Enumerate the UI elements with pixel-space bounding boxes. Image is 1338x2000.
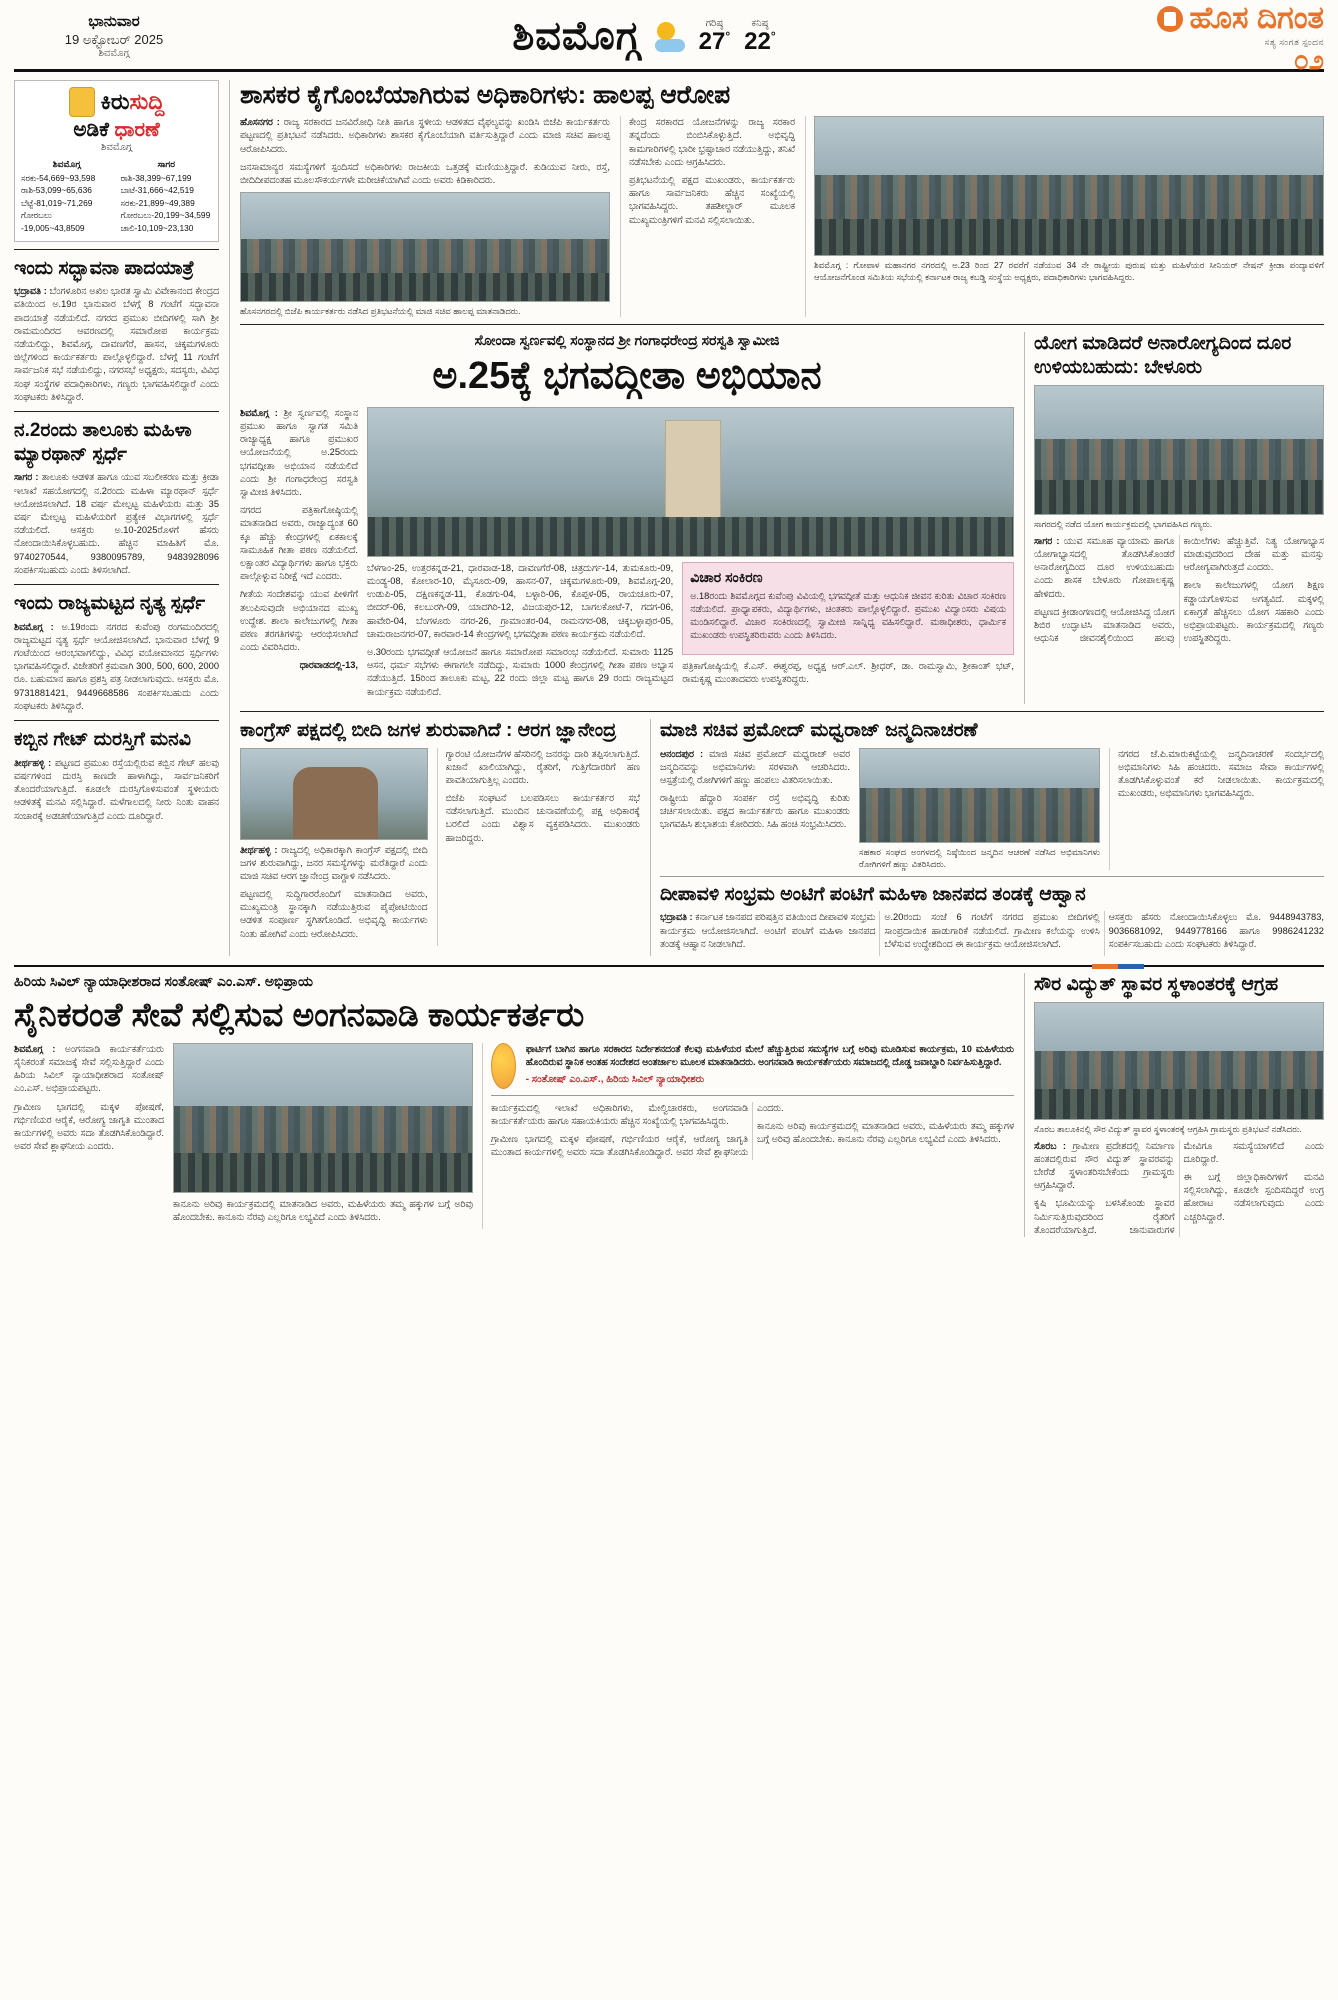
dateline: ಶಿವಮೊಗ್ಗ : — [240, 408, 284, 418]
article-headline: ಸೈನಿಕರಂತೆ ಸೇವೆ ಸಲ್ಲಿಸುವ ಅಂಗನವಾಡಿ ಕಾರ್ಯಕರ್ತರು — [14, 995, 585, 1033]
article-padayatra — [14, 257, 219, 404]
photo-caption: ಹೊಸನಗರದಲ್ಲಿ ಬಿಜೆಪಿ ಕಾರ್ಯಕರ್ತರು ನಡೆಸಿದ ಪ್ರತಿಭಟನೆಯಲ್ಲಿ ಮಾಜಿ ಸಚಿವ ಹಾಲಪ್ಪ ಮಾತನಾಡಿದರು. — [240, 306, 521, 317]
temp-max-value: 27 — [698, 27, 726, 55]
page-body — [14, 80, 1324, 956]
hand-icon — [69, 87, 95, 117]
dateline: ಸಾಗರ : — [14, 472, 42, 482]
article-body: ಆಸಕ್ತರು ಹೆಸರು ನೋಂದಾಯಿಸಿಕೊಳ್ಳಲು ಮೊ. 9448943783, 9036681092, 9449778166 ಹಾಗೂ 9986241232 ಸಂಪರ್ಕಿಸಬಹುದು ಎಂದು ಸಂಘಟಕರು ತಿಳಿಸಿದ್ದಾರೆ. — [1108, 912, 1324, 949]
main-content — [229, 80, 1324, 956]
article-pramod — [660, 719, 1324, 870]
article-body — [14, 1043, 164, 1096]
masthead-day: ಭಾನುವಾರ — [88, 12, 140, 30]
article-headline: ಕಬ್ಬಿನ ಗೇಟ್ ದುರಸ್ತಿಗೆ ಮನವಿ — [14, 729, 191, 751]
article-body — [660, 748, 850, 788]
photo-caption: ಸಹಕಾರ ಸಂಘದ ಅಂಗಳದಲ್ಲಿ ನಿಷ್ಠೆಯಿಂದ ಜನ್ಮದಿನ ಆಚರಣೆ ನಡೆಸಿದ ಅಭಿಮಾನಿಗಳು ರೋಗಿಗಳಿಗೆ ಹಣ್ಣು ವಿತರಿಸಿದರು. — [859, 846, 1100, 869]
article-text: ಬೆಂಗಳೂರಿನ ಅಖಿಲ ಭಾರತ ಸ್ವಾಮಿ ವಿವೇಕಾನಂದ ಕೇಂದ್ರದ ವತಿಯಿಂದ ಅ.19ರ ಭಾನುವಾರ ಬೆಳಗ್ಗೆ 8 ಗಂಟೆಗೆ ಸದ್ಭಾವನಾ ಪಾದಯಾತ್ರೆ ನಡೆಯಲಿದೆ. ನಗರದ ಪ್ರಮುಖ ಬೀದಿಗಳಲ್ಲಿ ಸಾಗಿ ಶ್ರೀ ರಾಮಮಂದಿರದ ಆವರಣದಲ್ಲಿ ಸಮಾರೋಪ ಕಾರ್ಯಕ್ರಮ ನಡೆಯಲಿದ್ದು, ಶಿವಮೊಗ್ಗ, ದಾವಣಗೆರೆ, ಹಾಸನ, ಚಿಕ್ಕಮಗಳೂರು ಜಿಲ್ಲೆಗಳಿಂದ ಕಾರ್ಯಕರ್ತರು ಪಾಲ್ಗೊಳ್ಳಲಿದ್ದಾರೆ. ಬೆಳಗ್ಗೆ 11 ಗಂಟೆಗೆ ಸಾರ್ವಜನಿಕ ಸಭೆ ನಡೆಯಲಿದ್ದು, ನಗರಸಭೆ ಅಧ್ಯಕ್ಷರು, ಸದಸ್ಯರು, ವಿವಿಧ ಸಂಘ ಸಂಸ್ಥೆಗಳ ಪದಾಧಿಕಾರಿಗಳು, ಗಣ್ಯರು ಭಾಗವಹಿಸಲಿದ್ದಾರೆ ಎಂದು ಸಂಘಟಕರು ತಿಳಿಸಿದ್ದಾರೆ. — [14, 286, 219, 402]
weather-temps — [699, 18, 776, 55]
temp-min-value: 22 — [744, 27, 771, 55]
article-body — [14, 621, 219, 713]
article-photo-kabaddi-meeting — [814, 116, 1324, 256]
article-text: ಗ್ರಾಮೀಣ ಪ್ರದೇಶದಲ್ಲಿ ನಿರ್ಮಾಣ ಹಂತದಲ್ಲಿರುವ ಸೌರ ವಿದ್ಯುತ್ ಸ್ಥಾವರವನ್ನು ಬೇರೆಡೆ ಸ್ಥಳಾಂತರಿಸಬೇಕೆಂದು ಗ್ರಾಮಸ್ಥರು ಆಗ್ರಹಿಸಿದ್ದಾರೆ. — [1034, 1140, 1175, 1191]
ad-rate-table — [21, 158, 212, 235]
article-body: ಪಟ್ಟಣದಲ್ಲಿ ಸುದ್ದಿಗಾರರೊಂದಿಗೆ ಮಾತನಾಡಿದ ಅವರು, ಮುಖ್ಯಮಂತ್ರಿ ಸ್ಥಾನಕ್ಕಾಗಿ ನಡೆಯುತ್ತಿರುವ ಪೈಪೋಟಿಯಿಂದ ಆಡಳಿತ ಸಂಪೂರ್ಣ ಸ್ಥಗಿತಗೊಂಡಿದೆ. ಅಭಿವೃದ್ಧಿ ಕಾರ್ಯಗಳು ನಿಂತು ಹೋಗಿವೆ ಎಂದು ಆರೋಪಿಸಿದರು. — [240, 889, 428, 939]
photo-caption: ಸೊರಬ ತಾಲೂಕಿನಲ್ಲಿ ಸೌರ ವಿದ್ಯುತ್ ಸ್ಥಾವರ ಸ್ಥಳಾಂತರಕ್ಕೆ ಆಗ್ರಹಿಸಿ ಗ್ರಾಮಸ್ಥರು ಪ್ರತಿಭಟನೆ ನಡೆಸಿದರು. — [1034, 1123, 1302, 1134]
dateline: ತೀರ್ಥಹಳ್ಳಿ : — [14, 758, 55, 768]
article-body — [240, 116, 610, 156]
article-solar — [1024, 973, 1324, 1237]
divider-orange-tick — [1092, 964, 1118, 969]
masthead-date: 19 ಅಕ್ಟೋಬರ್ 2025 — [64, 31, 164, 47]
article-photo-protest — [240, 192, 610, 302]
temp-min-label: ಕನಿಷ್ಠ — [751, 17, 769, 29]
page-number: ೦೨ — [1293, 45, 1324, 76]
dateline: ಸಾಗರ : — [1034, 536, 1064, 546]
ad-rate-col-shivamogga — [21, 158, 113, 235]
bottom-section — [14, 973, 1324, 1237]
brand-name: ಹೊಸ ದಿಗಂತ — [1189, 0, 1324, 36]
ad-logo — [21, 87, 212, 117]
ad-rate-item: ಬಾಟೆ-31,666~42,519 — [120, 185, 194, 196]
masthead-brand — [1074, 0, 1324, 76]
masthead — [14, 0, 1324, 76]
article-body — [660, 911, 875, 951]
ad-title-part1: ಕಿರು — [100, 89, 130, 114]
article-headline: ಇಂದು ಸದ್ಭಾವನಾ ಪಾದಯಾತ್ರೆ — [14, 257, 195, 279]
ad-rate-item: ರಾಶಿ-38,399~67,199 — [120, 172, 192, 183]
article-congress — [240, 719, 640, 956]
article-deepavali — [660, 883, 1324, 956]
temp-max-label: ಗರಿಷ್ಠ — [705, 17, 724, 29]
article-body: ಪ್ರತಿಭಟನೆಯಲ್ಲಿ ಪಕ್ಷದ ಮುಖಂಡರು, ಕಾರ್ಯಕರ್ತರು ಹಾಗೂ ಸಾರ್ವಜನಿಕರು ಹೆಚ್ಚಿನ ಸಂಖ್ಯೆಯಲ್ಲಿ ಭಾಗವಹಿಸಿದ್ದರು. ತಹಶೀಲ್ದಾರ್ ಮೂಲಕ ಮುಖ್ಯಮಂತ್ರಿಗಳಿಗೆ ಮನವಿ ಸಲ್ಲಿಸಲಾಯಿತು. — [629, 175, 795, 225]
ad-rate-item: ಗೋರಬಲು -19,005~43,8509 — [21, 210, 85, 233]
article-body: ರಾಷ್ಟ್ರೀಯ ಹೆದ್ದಾರಿ ಸಂಪರ್ಕ ರಸ್ತೆ ಅಭಿವೃದ್ಧಿ ಕುರಿತು ಚರ್ಚಿಸಲಾಯಿತು. ಪಕ್ಷದ ಕಾರ್ಯಕರ್ತರು ಹಾಗೂ ಮುಖಂಡರು ಭಾಗವಹಿಸಿ ಶುಭಾಶಯ ಕೋರಿದರು. ಸಿಹಿ ಹಂಚಿ ಸಂಭ್ರಮಿಸಿದರು. — [660, 793, 850, 830]
dateline: ತೀರ್ಥಹಳ್ಳಿ : — [240, 845, 281, 855]
article-text: ರಾಜ್ಯ ಸರಕಾರದ ಜನವಿರೋಧಿ ನೀತಿ ಹಾಗೂ ಸ್ಥಳೀಯ ಆಡಳಿತದ ವೈಫಲ್ಯವನ್ನು ಖಂಡಿಸಿ ಬಿಜೆಪಿ ಕಾರ್ಯಕರ್ತರು ಪಟ್ಟಣದಲ್ಲಿ ಪ್ರತಿಭಟನೆ ನಡೆಸಿದರು. ಅಧಿಕಾರಿಗಳು ಶಾಸಕರ ಕೈಗೊಂಬೆಯಾಗಿ ವರ್ತಿಸುತ್ತಿದ್ದಾರೆ ಎಂದು ಮಾಜಿ ಸಚಿವ ಹಾಲಪ್ಪ ಆರೋಪಿಸಿದರು. — [240, 117, 610, 154]
article-text: ತಾಲೂಕು ಆಡಳಿತ ಹಾಗೂ ಯುವ ಸಬಲೀಕರಣ ಮತ್ತು ಕ್ರೀಡಾ ಇಲಾಖೆ ಸಹಯೋಗದಲ್ಲಿ ನ.2ರಂದು ಮಹಿಳಾ ಮ್ಯಾರಥಾನ್ ಸ್ಪರ್ಧೆ ಆಯೋಜಿಸಲಾಗಿದೆ. 18 ವರ್ಷ ಮೇಲ್ಪಟ್ಟ ಮಹಿಳೆಯರು ಮತ್ತು 35 ವರ್ಷ ಮೇಲ್ಪಟ್ಟ ಮಹಿಳೆಯರಿಗೆ ಪ್ರತ್ಯೇಕ ವಿಭಾಗಗಳಲ್ಲಿ ಸ್ಪರ್ಧೆ ನಡೆಯಲಿದೆ. ಆಸಕ್ತರು ಅ.10-2025ರೊಳಗೆ ಹೆಸರು ನೋಂದಾಯಿಸಿಕೊಳ್ಳಬಹುದು. ಹೆಚ್ಚಿನ ಮಾಹಿತಿಗೆ ಮೊ. 9740270544, 9380095789, 9483928096 ಸಂಪರ್ಕಿಸಬಹುದು ಎಂದು ತಿಳಿಸಲಾಗಿದೆ. — [14, 472, 219, 575]
article-text: ಶ್ರೀ ಸ್ವರ್ಣವಲ್ಲಿ ಸಂಸ್ಥಾನ ಪ್ರಮುಖ ಹಾಗೂ ಸ್ವಾಗತ ಸಮಿತಿ ರಾಜ್ಯಾಧ್ಯಕ್ಷ ಹಾಗೂ ಪ್ರಮುಖರ ಆಯೋಜನೆಯಲ್ಲಿ ಅ.25ರಂದು ಭಗವದ್ಗೀತಾ ಅಭಿಯಾನ ನಡೆಯಲಿದೆ ಎಂದು ಶ್ರೀ ಗಂಗಾಧರೇಂದ್ರ ಸರಸ್ವತಿ ಸ್ವಾಮೀಜಿ ತಿಳಿಸಿದರು. — [240, 407, 358, 498]
article-body: ನಗರದ ಪತ್ರಿಕಾಗೋಷ್ಠಿಯಲ್ಲಿ ಮಾತನಾಡಿದ ಅವರು, ರಾಜ್ಯಾದ್ಯಂತ 60 ಕ್ಕೂ ಹೆಚ್ಚು ಕೇಂದ್ರಗಳಲ್ಲಿ ಏಕಕಾಲಕ್ಕೆ ಸಾಮೂಹಿಕ ಗೀತಾ ಪಠಣ ನಡೆಯಲಿದೆ. ಲಕ್ಷಾಂತರ ವಿದ್ಯಾರ್ಥಿಗಳು ಹಾಗೂ ಭಕ್ತರು ಪಾಲ್ಗೊಳ್ಳುವ ನಿರೀಕ್ಷೆ ಇದೆ ಎಂದರು. — [240, 505, 358, 582]
weather-icon — [653, 20, 687, 54]
article-body: ಕೃಷಿ ಭೂಮಿಯನ್ನು ಬಳಸಿಕೊಂಡು ಸ್ಥಾವರ ನಿರ್ಮಿಸುತ್ತಿರುವುದರಿಂದ ರೈತರಿಗೆ ತೊಂದರೆಯಾಗುತ್ತಿದೆ. ಜಾನುವಾರುಗಳ ಮೇವಿಗೂ ಸಮಸ್ಯೆಯಾಗಲಿದೆ ಎಂದು ದೂರಿದ್ದಾರೆ. — [1034, 1140, 1324, 1235]
ad-line3: ಶಿವಮೊಗ್ಗ — [100, 142, 133, 153]
article-kicker: ಹಿರಿಯ ಸಿವಿಲ್ ನ್ಯಾಯಾಧೀಶರಾದ ಸಂತೋಷ್ ಎಂ.ಎಸ್. ಅಭಿಪ್ರಾಯ — [14, 972, 313, 989]
article-photo-araga — [240, 748, 428, 840]
article-body: ನಗರದ ಜೆ.ಪಿ.ಮಾರುಕಟ್ಟೆಯಲ್ಲಿ ಜನ್ಮದಿನಾಚರಣೆ ಸಂದರ್ಭದಲ್ಲಿ ಅಭಿಮಾನಿಗಳು ಸಿಹಿ ಹಂಚಿದರು. ಸಮಾಜ ಸೇವಾ ಕಾರ್ಯಗಳಲ್ಲಿ ತೊಡಗಿಸಿಕೊಳ್ಳುವಂತೆ ಕರೆ ನೀಡಲಾಯಿತು. ಕಾರ್ಯಕ್ರಮದಲ್ಲಿ ಮುಖಂಡರು, ಅಭಿಮಾನಿಗಳು ಭಾಗವಹಿಸಿದ್ದರು. — [1118, 748, 1324, 799]
article-attendees: ಪತ್ರಿಕಾಗೋಷ್ಠಿಯಲ್ಲಿ ಕೆ.ಎಸ್. ಈಶ್ವರಪ್ಪ, ಅಧ್ಯಕ್ಷ ಆರ್.ಎಲ್. ಶ್ರೀಧರ್, ಡಾ. ರಾಮಸ್ವಾಮಿ, ಶ್ರೀಕಾಂತ್ ಭಟ್, ರಾಮಕೃಷ್ಣ ಮುಂತಾದವರು ಉಪಸ್ಥಿತರಿದ್ದರು. — [682, 660, 1014, 684]
article-body: ಈ ಬಗ್ಗೆ ಜಿಲ್ಲಾಧಿಕಾರಿಗಳಿಗೆ ಮನವಿ ಸಲ್ಲಿಸಲಾಗಿದ್ದು, ಕೂಡಲೇ ಸ್ಪಂದಿಸದಿದ್ದರೆ ಉಗ್ರ ಹೋರಾಟ ನಡೆಸಲಾಗುವುದು ಎಂದು ಎಚ್ಚರಿಸಿದ್ದಾರೆ. — [1183, 1172, 1324, 1222]
article-headline: ದೀಪಾವಳಿ ಸಂಭ್ರಮ ಅಂಟಿಗೆ ಪಂಟಿಗೆ ಮಹಿಳಾ ಜಾನಪದ ತಂಡಕ್ಕೆ ಆಹ್ವಾನ — [660, 883, 1086, 905]
divider-blue-tick — [1118, 964, 1144, 969]
highlight-text: ಫಾರ್ಟಿಗೆ ಬಾಗಿನ ಹಾಗೂ ಸರಕಾರದ ನಿರ್ದೇಶನದಂತೆ ಕೆಲವು ಮಹಿಳೆಯರ ಮೇಲೆ ಹೆಚ್ಚುತ್ತಿರುವ ಸಮಸ್ಯೆಗಳ ಬಗ್ಗೆ ಅರಿವು ಮೂಡಿಸುವ ಕಾರ್ಯಕ್ರಮ, 10 ಮಹಿಳೆಯರು ಹೊಂದಿರುವ ಸ್ಥಾನಿಕ ಅಂತಹ ಸಂದೇಶದ ಅಂತರ್ಜಾಲ ಮೂಲಕ ಮಾತನಾಡಿದರು. ಅಂಗನವಾಡಿ ಕಾರ್ಯಕರ್ತೆಯರು ಸಮಾಜದಲ್ಲಿ ದೊಡ್ಡ ಜವಾಬ್ದಾರಿ ನಿರ್ವಹಿಸುತ್ತಿದ್ದಾರೆ. — [525, 1043, 1014, 1068]
article-body — [240, 844, 428, 884]
article-body: ಕಾರ್ಯಕ್ರಮದಲ್ಲಿ ಇಲಾಖೆ ಅಧಿಕಾರಿಗಳು, ಮೇಲ್ವಿಚಾರಕರು, ಅಂಗನವಾಡಿ ಕಾರ್ಯಕರ್ತೆಯರು ಹಾಗೂ ಸಹಾಯಕಿಯರು ಹೆಚ್ಚಿನ ಸಂಖ್ಯೆಯಲ್ಲಿ ಭಾಗವಹಿಸಿದ್ದರು. — [491, 1102, 748, 1127]
ad-title-part2: ಸುದ್ದಿ — [129, 89, 165, 114]
dateline: ಹೊಸನಗರ : — [240, 117, 284, 127]
article-photo-yoga-group — [1034, 385, 1324, 515]
edition-title: ಶಿವಮೊಗ್ಗ — [512, 14, 641, 58]
ad-rate-col-sagara — [121, 158, 213, 235]
article-headline: ಕಾಂಗ್ರೆಸ್ ಪಕ್ಷದಲ್ಲಿ ಬೀದಿ ಜಗಳ ಶುರುವಾಗಿದೆ : ಆರಗ ಜ್ಞಾನೇಂದ್ರ — [240, 719, 617, 741]
article-headline: ಮಾಜಿ ಸಚಿವ ಪ್ರಮೋದ್ ಮಧ್ವರಾಜ್ ಜನ್ಮದಿನಾಚರಣೆ — [660, 719, 978, 741]
masthead-center — [214, 14, 1074, 59]
article-body — [1034, 1140, 1175, 1193]
section-divider — [14, 964, 1324, 969]
article-photo-swamiji — [367, 407, 1014, 557]
article-anganwadi — [14, 973, 1014, 1237]
article-body: ಪಟ್ಟಣದ ಕ್ರೀಡಾಂಗಣದಲ್ಲಿ ಆಯೋಜಿಸಿದ್ದ ಯೋಗ ಶಿಬಿರ ಉದ್ಘಾಟಿಸಿ ಮಾತನಾಡಿದ ಅವರು, ಆಧುನಿಕ ಜೀವನಶೈಲಿಯಿಂದ ಹಲವು ಕಾಯಿಲೆಗಳು ಹೆಚ್ಚುತ್ತಿವೆ. ನಿತ್ಯ ಯೋಗಾಭ್ಯಾಸ ಮಾಡುವುದರಿಂದ ದೇಹ ಮತ್ತು ಮನಸ್ಸು ಆರೋಗ್ಯವಾಗಿರುತ್ತದೆ ಎಂದರು. — [1034, 535, 1324, 644]
ad-rate-item: ಬೆಟ್ಟೆ-81,019~71,269 — [21, 197, 93, 208]
article-headline: ಸೌರ ವಿದ್ಯುತ್ ಸ್ಥಾವರ ಸ್ಥಳಾಂತರಕ್ಕೆ ಆಗ್ರಹ — [1034, 973, 1279, 995]
article-body: ಕಾನೂನು ಅರಿವು ಕಾರ್ಯಕ್ರಮದಲ್ಲಿ ಮಾತನಾಡಿದ ಅವರು, ಮಹಿಳೆಯರು ತಮ್ಮ ಹಕ್ಕುಗಳ ಬಗ್ಗೆ ಅರಿವು ಹೊಂದಬೇಕು. ಕಾನೂನು ನೆರವು ಎಲ್ಲರಿಗೂ ಲಭ್ಯವಿದೆ ಎಂದು ತಿಳಿಸಿದರು. — [173, 1198, 473, 1223]
masthead-date-block — [14, 13, 214, 61]
article-headline: ಇಂದು ರಾಜ್ಯಮಟ್ಟದ ನೃತ್ಯ ಸ್ಪರ್ಧೆ — [14, 592, 206, 614]
article-text: ಯುವ ಸಮೂಹ ವ್ಯಾಯಾಮ ಹಾಗೂ ಯೋಗಾಭ್ಯಾಸದಲ್ಲಿ ತೊಡಗಿಸಿಕೊಂಡರೆ ಅನಾರೋಗ್ಯದಿಂದ ದೂರ ಉಳಿಯಬಹುದು ಎಂದು ಶಾಸಕ ಬೇಳೂರು ಗೋಪಾಲಕೃಷ್ಣ ಹೇಳಿದರು. — [1034, 535, 1175, 599]
temp-min: ಕನಿಷ್ಠ 22° — [744, 17, 776, 55]
ad-line2-a: ಅಡಿಕೆ — [73, 119, 109, 141]
ad-rate-item: ರಾಶಿ-53,099~65,636 — [21, 185, 92, 196]
article-body: ಗ್ರಾಮೀಣ ಭಾಗದಲ್ಲಿ ಮಕ್ಕಳ ಪೋಷಣೆ, ಗರ್ಭಿಣಿಯರ ಆರೈಕೆ, ಆರೋಗ್ಯ ಜಾಗೃತಿ ಮುಂತಾದ ಕಾರ್ಯಗಳಲ್ಲಿ ಅವರು ಸದಾ ತೊಡಗಿಸಿಕೊಂಡಿದ್ದಾರೆ. ಅವರ ಸೇವೆ ಶ್ಲಾಘನೀಯ ಎಂದರು. — [491, 1102, 784, 1158]
dateline: ಶಿವಮೊಗ್ಗ : — [14, 1044, 65, 1054]
article-photo-birthday — [859, 748, 1100, 843]
ad-rate-col2-title: ಸಾಗರ — [157, 159, 176, 169]
article-body — [14, 471, 219, 577]
article-body: ಅ.30ರಂದು ಭಗವದ್ಗೀತೆ ಆಯೋಜನೆ ಹಾಗೂ ಸಮಾರೋಪ ಸಮಾರಂಭ ನಡೆಯಲಿದೆ. ಸುಮಾರು 1125 ಆಸನ, ಧರ್ಮ ಸಭೆಗಳು ಈಗಾಗಲೇ ನಡೆದಿದ್ದು, ಸುಮಾರು 1000 ಕೇಂದ್ರಗಳಲ್ಲಿ ಗೀತಾ ಪಠಣ ಅಭ್ಯಾಸ ನಡೆಯುತ್ತಿದೆ. 15ರಿಂದ ತಾಲೂಕು ಮಟ್ಟ, 22 ರಂದು ಜಿಲ್ಲಾ ಮಟ್ಟ ಹಾಗೂ 29 ರಂದು ರಾಜ್ಯಮಟ್ಟದ ಕಾರ್ಯಕ್ರಮ ನಡೆಯಲಿದೆ. — [367, 647, 674, 697]
article-body — [1034, 535, 1175, 601]
photo-caption: ಶಿವಮೊಗ್ಗ : ಗೋಪಾಳ ಮಹಾನಗರ ನಗರದಲ್ಲಿ ಅ.23 ರಿಂದ 27 ರವರೆಗೆ ನಡೆಯುವ 34 ನೇ ರಾಷ್ಟ್ರೀಯ ಪುರುಷ ಮತ್ತು ಮಹಿಳೆಯರ ಸೀನಿಯರ್ ನೇಷನ್ ಕ್ರೀಡಾ ಪಂದ್ಯಾವಳಿಗೆ ಆಯೋಜನೆಗೊಂಡ ಸಮಿತಿಯ ಸಭೆಯಲ್ಲಿ ಕರ್ನಾಟಕ ರಾಜ್ಯ ಕಬಡ್ಡಿ ಸಂಸ್ಥೆಯ ಅಧ್ಯಕ್ಷರು, ಪದಾಧಿಕಾರಿಗಳು ಭಾಗವಹಿಸಿದ್ದರು. — [814, 260, 1324, 283]
megaphone-icon — [1157, 6, 1183, 32]
article-marathon — [14, 419, 219, 577]
brand-logo — [1157, 0, 1324, 37]
highlight-quote-box — [491, 1043, 1014, 1089]
advertisement-areca-rates — [14, 80, 219, 242]
sidebar-title: ವಿಚಾರ ಸಂಕಿರಣ — [690, 568, 763, 585]
article-body: ಕಾನೂನು ಅರಿವು ಕಾರ್ಯಕ್ರಮದಲ್ಲಿ ಮಾತನಾಡಿದ ಅವರು, ಮಹಿಳೆಯರು ತಮ್ಮ ಹಕ್ಕುಗಳ ಬಗ್ಗೆ ಅರಿವು ಹೊಂದಬೇಕು. ಕಾನೂನು ನೆರವು ಎಲ್ಲರಿಗೂ ಲಭ್ಯವಿದೆ ಎಂದು ತಿಳಿಸಿದರು. — [757, 1121, 1014, 1145]
article-body: ಶಾಲಾ ಕಾಲೇಜುಗಳಲ್ಲಿ ಯೋಗ ಶಿಕ್ಷಣ ಕಡ್ಡಾಯಗೊಳಿಸುವ ಅಗತ್ಯವಿದೆ. ಮಕ್ಕಳಲ್ಲಿ ಏಕಾಗ್ರತೆ ಹೆಚ್ಚಿಸಲು ಯೋಗ ಸಹಕಾರಿ ಎಂದು ಅಭಿಪ್ರಾಯಪಟ್ಟರು. ಕಾರ್ಯಕ್ರಮದಲ್ಲಿ ಗಣ್ಯರು ಉಪಸ್ಥಿತರಿದ್ದರು. — [1183, 580, 1324, 644]
dateline: ಭದ್ರಾವತಿ : — [660, 912, 695, 922]
dateline: ಭದ್ರಾವತಿ : — [14, 286, 50, 296]
photo-caption: ಸಾಗರದಲ್ಲಿ ನಡೆದ ಯೋಗ ಕಾರ್ಯಕ್ರಮದಲ್ಲಿ ಭಾಗವಹಿಸಿದ ಗಣ್ಯರು. — [1034, 518, 1213, 529]
article-headline: ನ.2ರಂದು ತಾಲೂಕು ಮಹಿಳಾ ಮ್ಯಾರಥಾನ್ ಸ್ಪರ್ಧೆ — [14, 419, 192, 465]
article-bhagavadgita — [240, 332, 1014, 704]
article-centers-list: ಬೆಳಗಾಂ-25, ಉತ್ತರಕನ್ನಡ-21, ಧಾರವಾಡ-18, ದಾವಣಗೆರೆ-08, ಚಿತ್ರದುರ್ಗ-14, ತುಮಕೂರು-09, ಮಂಡ್ಯ-08, ಕೋಲಾರ-10, ಮೈಸೂರು-09, ಹಾಸನ-07, ಚಿಕ್ಕಮಗಳೂರು-09, ಶಿವಮೊಗ್ಗ-20, ಉಡುಪಿ-05, ದಕ್ಷಿಣಕನ್ನಡ-11, ಕೊಡಗು-04, ಬಳ್ಳಾರಿ-06, ಕೊಪ್ಪಳ-05, ರಾಯಚೂರು-07, ಬೀದರ್-06, ಕಲಬುರಗಿ-09, ಯಾದಗಿರಿ-12, ವಿಜಯಪುರ-12, ಬಾಗಲಕೋಟೆ-7, ಗದಗ-06, ಹಾವೇರಿ-04, ಬೆಂಗಳೂರು ನಗರ-26, ಗ್ರಾಮಾಂತರ-04, ರಾಮನಗರ-08, ಚಿಕ್ಕಬಳ್ಳಾಪುರ-05, ಚಾಮರಾಜನಗರ-07, ಕಾರವಾರ-14 ಕೇಂದ್ರಗಳಲ್ಲಿ ಭಗವದ್ಗೀತಾ ಪಠಣ ಕಾರ್ಯಕ್ರಮ ನಡೆಯಲಿದೆ. — [367, 562, 674, 639]
sidebar-body: ಅ.18ರಂದು ಶಿವಮೊಗ್ಗದ ಕುವೆಂಪು ವಿವಿಯಲ್ಲಿ ಭಗವದ್ಗೀತೆ ಮತ್ತು ಆಧುನಿಕ ಜೀವನ ಕುರಿತು ವಿಚಾರ ಸಂಕಿರಣ ನಡೆಯಲಿದೆ. ಪ್ರಾಧ್ಯಾಪಕರು, ವಿದ್ಯಾರ್ಥಿಗಳು, ಚಿಂತಕರು ಪಾಲ್ಗೊಳ್ಳಲಿದ್ದಾರೆ. ಪ್ರಮುಖ ವಿದ್ವಾಂಸರು ವಿಷಯ ಮಂಡಿಸಲಿದ್ದಾರೆ. ವಿಚಾರ ಸಂಕಿರಣದಲ್ಲಿ ಸ್ವಾಮೀಜಿ ಸಾನ್ನಿಧ್ಯ ವಹಿಸಲಿದ್ದಾರೆ. ಮಠಾಧೀಶರು, ಧಾರ್ಮಿಕ ಮುಖಂಡರು ಉಪಸ್ಥಿತರಿರುವರು ಎಂದು ತಿಳಿಸಿದರು. — [690, 590, 1006, 641]
brand-tagline: ಸತ್ಯ ಸಂಗತ ಸ್ಪಂದನ — [1264, 37, 1324, 48]
article-text: ಅಂಗನವಾಡಿ ಕಾರ್ಯಕರ್ತೆಯರು ಸೈನಿಕರಂತೆ ಸಮಾಜಕ್ಕೆ ಸೇವೆ ಸಲ್ಲಿಸುತ್ತಿದ್ದಾರೆ ಎಂದು ಹಿರಿಯ ಸಿವಿಲ್ ನ್ಯಾಯಾಧೀಶರಾದ ಸಂತೋಷ್ ಎಂ.ಎಸ್. ಅಭಿಪ್ರಾಯಪಟ್ಟರು. — [14, 1043, 164, 1094]
temp-max: ಗರಿಷ್ಠ 27° — [698, 17, 731, 55]
article-body: ಗ್ರಾಮೀಣ ಭಾಗದಲ್ಲಿ ಮಕ್ಕಳ ಪೋಷಣೆ, ಗರ್ಭಿಣಿಯರ ಆರೈಕೆ, ಆರೋಗ್ಯ ಜಾಗೃತಿ ಮುಂತಾದ ಕಾರ್ಯಗಳಲ್ಲಿ ಅವರು ಸದಾ ತೊಡಗಿಸಿಕೊಂಡಿದ್ದಾರೆ. ಅವರ ಸೇವೆ ಶ್ಲಾಘನೀಯ ಎಂದರು. — [14, 1101, 164, 1152]
article-body: ಕೇಂದ್ರ ಸರಕಾರದ ಯೋಜನೆಗಳನ್ನು ರಾಜ್ಯ ಸರಕಾರ ತನ್ನದೆಂದು ಬಿಂಬಿಸಿಕೊಳ್ಳುತ್ತಿದೆ. ಅಭಿವೃದ್ಧಿ ಕಾಮಗಾರಿಗಳಲ್ಲಿ ಭಾರೀ ಭ್ರಷ್ಟಾಚಾರ ನಡೆಯುತ್ತಿದ್ದು, ತನಿಖೆ ನಡೆಸಬೇಕು ಎಂದು ಆಗ್ರಹಿಸಿದರು. — [629, 117, 795, 167]
article-body — [14, 285, 219, 404]
column-one — [14, 80, 219, 956]
highlight-attribution: - ಸಂತೋಷ್ ಎಂ.ಎಸ್., ಹಿರಿಯ ಸಿವಿಲ್ ನ್ಯಾಯಾಧೀಶರು — [525, 1074, 705, 1086]
quote-badge-icon — [491, 1043, 516, 1089]
ad-rate-item: ಸರಕು-54,669~93,598 — [21, 172, 96, 183]
article-text: ಪಟ್ಟಣದ ಪ್ರಮುಖ ರಸ್ತೆಯಲ್ಲಿರುವ ಕಬ್ಬಿನ ಗೇಟ್ ಹಲವು ವರ್ಷಗಳಿಂದ ದುರಸ್ತಿ ಕಾಣದೇ ಹಾಳಾಗಿದ್ದು, ಸಾರ್ವಜನಿಕರಿಗೆ ತೊಂದರೆಯಾಗುತ್ತಿದೆ. ಕೂಡಲೇ ದುರಸ್ತಿಗೊಳಿಸುವಂತೆ ಸ್ಥಳೀಯರು ಆಡಳಿತಕ್ಕೆ ಮನವಿ ಸಲ್ಲಿಸಿದ್ದಾರೆ. ಮಳೆಗಾಲದಲ್ಲಿ ನೀರು ನಿಂತು ವಾಹನ ಸಂಚಾರಕ್ಕೆ ಅಡಚಣೆಯಾಗುತ್ತಿದೆ ಎಂದು ದೂರಿದ್ದಾರೆ. — [14, 757, 219, 821]
ad-rate-col1-title: ಶಿವಮೊಗ್ಗ — [52, 159, 81, 169]
article-sign: ಧಾರವಾಡದಲ್ಲಿ-13, — [299, 660, 358, 671]
article-text: ಅ.19ರಂದು ನಗರದ ಕುವೆಂಪು ರಂಗಮಂದಿರದಲ್ಲಿ ರಾಜ್ಯಮಟ್ಟದ ನೃತ್ಯ ಸ್ಪರ್ಧೆ ಆಯೋಜಿಸಲಾಗಿದೆ. ಭಾನುವಾರ ಬೆಳಗ್ಗೆ 9 ಗಂಟೆಯಿಂದ ಆರಂಭವಾಗಲಿದ್ದು, ವಿವಿಧ ವಯೋಮಾನದ ಸ್ಪರ್ಧಿಗಳು ಭಾಗವಹಿಸಲಿದ್ದಾರೆ. ವಿಜೇತರಿಗೆ ಕ್ರಮವಾಗಿ 300, 500, 600, 2000 ರೂ. ಬಹುಮಾನ ಹಾಗೂ ಪ್ರಶಸ್ತಿ ಪತ್ರ ನೀಡಲಾಗುವುದು. ಆಸಕ್ತರು ಮೊ. 9731881421, 9449668586 ಸಂಪರ್ಕಿಸಬಹುದು ಎಂದು ಸಂಘಟಕರು ತಿಳಿಸಿದ್ದಾರೆ. — [14, 621, 219, 711]
article-dance-competition — [14, 592, 219, 713]
article-text: ಮಾಜಿ ಸಚಿವ ಪ್ರಮೋದ್ ಮಧ್ವರಾಜ್ ಅವರ ಜನ್ಮದಿನವನ್ನು ಅಭಿಮಾನಿಗಳು ಸರಳವಾಗಿ ಆಚರಿಸಿದರು. ಆಸ್ಪತ್ರೆಯಲ್ಲಿ ರೋಗಿಗಳಿಗೆ ಹಣ್ಣು ಹಂಪಲು ವಿತರಿಸಲಾಯಿತು. — [660, 748, 850, 785]
article-halappa — [240, 80, 1324, 317]
ad-rate-item: ಚಾಲಿ-10,109~23,130 — [120, 222, 194, 233]
article-photo-anganwadi-felicitation — [173, 1043, 473, 1193]
article-headline: ಅ.25ಕ್ಕೆ ಭಗವದ್ಗೀತಾ ಅಭಿಯಾನ — [432, 355, 822, 398]
dateline: ಆನಂದಪುರ : — [660, 749, 709, 759]
dateline: ಸೊರಬ : — [1034, 1141, 1072, 1151]
article-kicker: ಸೋಂದಾ ಸ್ವರ್ಣವಲ್ಲಿ ಸಂಸ್ಥಾನದ ಶ್ರೀ ಗಂಗಾಧರೇಂದ್ರ ಸರಸ್ವತಿ ಸ್ವಾಮೀಜಿ — [474, 332, 780, 349]
ad-rate-item: ಗೋರಬಲು-20,199~34,599 — [120, 210, 211, 221]
article-yoga — [1024, 332, 1324, 704]
article-body: ಅ.20ರಂದು ಸಂಜೆ 6 ಗಂಟೆಗೆ ನಗರದ ಪ್ರಮುಖ ಬೀದಿಗಳಲ್ಲಿ ಸಾಂಪ್ರದಾಯಿಕ ಹಾಡುಗಾರಿಕೆ ನಡೆಯಲಿದೆ. ಗ್ರಾಮೀಣ ಕಲೆಯನ್ನು ಉಳಿಸಿ ಬೆಳೆಸುವ ಉದ್ದೇಶದಿಂದ ಈ ಕಾರ್ಯಕ್ರಮ ಆಯೋಜಿಸಲಾಗಿದೆ. — [884, 912, 1100, 949]
ad-rate-item: ಸರಕು-21,899~49,389 — [120, 197, 195, 208]
article-headline: ಶಾಸಕರ ಕೈಗೊಂಬೆಯಾಗಿರುವ ಅಧಿಕಾರಿಗಳು: ಹಾಲಪ್ಪ ಆರೋಪ — [240, 81, 731, 109]
article-body: ಜನಸಾಮಾನ್ಯರ ಸಮಸ್ಯೆಗಳಿಗೆ ಸ್ಪಂದಿಸದೆ ಅಧಿಕಾರಿಗಳು ರಾಜಕೀಯ ಒತ್ತಡಕ್ಕೆ ಮಣಿಯುತ್ತಿದ್ದಾರೆ. ಕುಡಿಯುವ ನೀರು, ರಸ್ತೆ, ಬೀದಿದೀಪದಂತಹ ಮೂಲಸೌಕರ್ಯಗಳೇ ಮರೀಚಿಕೆಯಾಗಿವೆ ಎಂದು ಅವರು ಕಿಡಿಕಾರಿದರು. — [240, 161, 610, 185]
article-body: ಬಿಜೆಪಿ ಸಂಘಟನೆ ಬಲಪಡಿಸಲು ಕಾರ್ಯಕರ್ತರ ಸಭೆ ನಡೆಸಲಾಗುತ್ತಿದೆ. ಮುಂದಿನ ಚುನಾವಣೆಯಲ್ಲಿ ಪಕ್ಷ ಅಧಿಕಾರಕ್ಕೆ ಬರಲಿದೆ ಎಂದು ವಿಶ್ವಾಸ ವ್ಯಕ್ತಪಡಿಸಿದರು. ಮುಖಂಡರು ಹಾಜರಿದ್ದರು. — [445, 793, 640, 843]
article-body: ಗೀತೆಯ ಸಂದೇಶವನ್ನು ಯುವ ಪೀಳಿಗೆಗೆ ತಲುಪಿಸುವುದೇ ಅಭಿಯಾನದ ಮುಖ್ಯ ಉದ್ದೇಶ. ಶಾಲಾ ಕಾಲೇಜುಗಳಲ್ಲಿ ಗೀತಾ ಪಠಣ ತರಗತಿಗಳನ್ನು ಆರಂಭಿಸಲಾಗಿದೆ ಎಂದು ವಿವರಿಸಿದರು. — [240, 589, 358, 653]
article-gate-repair — [14, 728, 219, 823]
article-text: ಕರ್ನಾಟಕ ಜಾನಪದ ಪರಿಷತ್ತಿನ ವತಿಯಿಂದ ದೀಪಾವಳಿ ಸಂಭ್ರಮ ಕಾರ್ಯಕ್ರಮ ಆಯೋಜಿಸಲಾಗಿದೆ. ಅಂಟಿಗೆ ಪಂಟಿಗೆ ಮಹಿಳಾ ಜಾನಪದ ತಂಡಕ್ಕೆ ಆಹ್ವಾನ ನೀಡಲಾಗಿದೆ. — [660, 912, 876, 949]
sidebar-vichara-sankirana — [682, 562, 1014, 655]
masthead-place: ಶಿವಮೊಗ್ಗ — [98, 47, 130, 59]
article-photo-solar-protest — [1034, 1002, 1324, 1120]
article-text: ರಾಜ್ಯದಲ್ಲಿ ಅಧಿಕಾರಕ್ಕಾಗಿ ಕಾಂಗ್ರೆಸ್ ಪಕ್ಷದಲ್ಲಿ ಬೀದಿ ಜಗಳ ಶುರುವಾಗಿದ್ದು, ಜನರ ಸಮಸ್ಯೆಗಳನ್ನು ಮರೆತಿದ್ದಾರೆ ಎಂದು ಮಾಜಿ ಸಚಿವ ಆರಗ ಜ್ಞಾನೇಂದ್ರ ವಾಗ್ದಾಳಿ ನಡೆಸಿದರು. — [240, 844, 428, 881]
article-body — [240, 407, 358, 499]
article-body — [14, 757, 219, 823]
ad-line2-b: ಧಾರಣೆ — [114, 119, 160, 141]
article-body: ಗ್ಯಾರಂಟಿ ಯೋಜನೆಗಳ ಹೆಸರಿನಲ್ಲಿ ಜನರನ್ನು ದಾರಿ ತಪ್ಪಿಸಲಾಗುತ್ತಿದೆ. ಖಜಾನೆ ಖಾಲಿಯಾಗಿದ್ದು, ರೈತರಿಗೆ, ಗುತ್ತಿಗೆದಾರರಿಗೆ ಹಣ ಪಾವತಿಯಾಗುತ್ತಿಲ್ಲ ಎಂದರು. — [445, 748, 640, 785]
article-headline: ಯೋಗ ಮಾಡಿದರೆ ಅನಾರೋಗ್ಯದಿಂದ ದೂರ ಉಳಿಯಬಹುದು: ಬೇಳೂರು — [1034, 333, 1292, 378]
dateline: ಶಿವಮೊಗ್ಗ : — [14, 622, 61, 632]
